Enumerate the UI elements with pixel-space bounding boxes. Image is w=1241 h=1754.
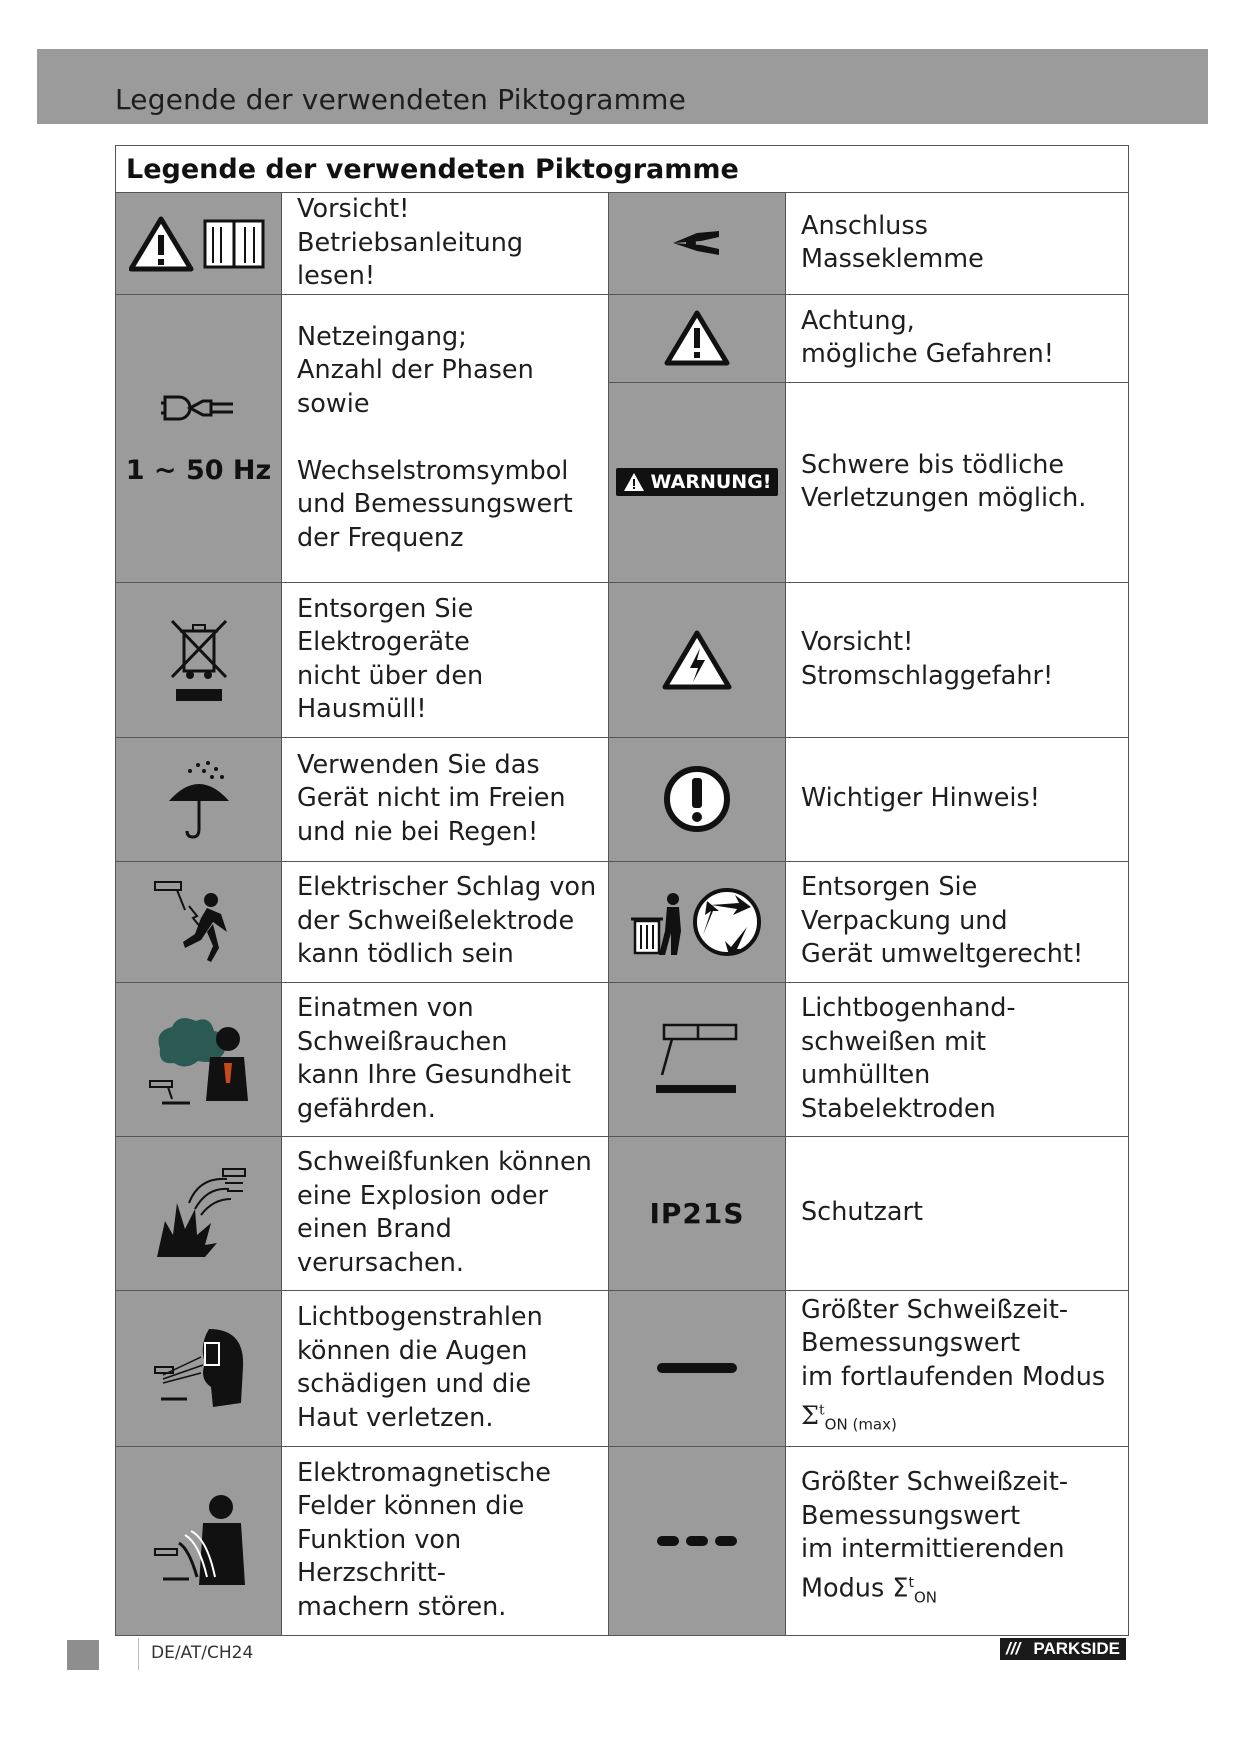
ground-clamp-icon <box>609 193 786 295</box>
legend-text: Netzeingang; Anzahl der Phasen sowie Wechselstromsymbol und Bemessungswert der Frequenz <box>282 294 609 582</box>
umbrella-rain-icon <box>116 737 282 861</box>
legend-text: Lichtbogenhand- schweißen mit umhüllten Stabelektroden <box>786 982 1129 1136</box>
header-band <box>37 49 1208 124</box>
legend-text: Einatmen von Schweißrauchen kann Ihre Gesundheit gefährden. <box>282 982 609 1136</box>
warning-manual-icon <box>116 193 282 295</box>
warning-badge: WARNUNG! <box>609 382 786 582</box>
mains-input-icon <box>116 294 282 582</box>
page-title: Legende der verwendeten Piktogramme <box>115 83 687 116</box>
arc-radiation-icon <box>116 1290 282 1446</box>
pictogram-legend-table <box>115 145 1129 1636</box>
table-row <box>116 582 1129 737</box>
legend-text: Schutzart <box>786 1136 1129 1290</box>
legend-text: Lichtbogenstrahlen können die Augen schädigen und die Haut verletzen. <box>282 1290 609 1446</box>
protection-class-label: IP21S <box>609 1136 786 1290</box>
electrode-shock-icon <box>116 861 282 982</box>
table-title: Legende der verwendeten Piktogramme <box>116 146 1129 193</box>
legend-text: Elektromagnetische Felder können die Funktion von Herzschritt- machern stören. <box>282 1446 609 1635</box>
frequency-label: 1 ~ 50 Hz <box>125 454 272 486</box>
legend-text: Schweißfunken können eine Explosion oder einen Brand verursachen. <box>282 1136 609 1290</box>
legend-text: Wichtiger Hinweis! <box>786 737 1129 861</box>
legend-text: Vorsicht! Stromschlaggefahr! <box>786 582 1129 737</box>
legend-text: Verwenden Sie das Gerät nicht im Freien und nie bei Regen! <box>282 737 609 861</box>
brand-logo: /// PARKSIDE <box>1000 1638 1126 1660</box>
electric-shock-triangle-icon <box>609 582 786 737</box>
welding-fumes-icon <box>116 982 282 1136</box>
warning-triangle-icon <box>609 294 786 382</box>
page-code: DE/AT/CH24 <box>151 1643 254 1663</box>
table-row <box>116 1446 1129 1635</box>
footer-divider <box>138 1638 139 1670</box>
table-row <box>116 1136 1129 1290</box>
intermittent-mode-icon <box>609 1446 786 1635</box>
table-row <box>116 193 1129 295</box>
legend-text: Elektrischer Schlag von der Schweißelektrode kann tödlich sein <box>282 861 609 982</box>
sparks-explosion-icon <box>116 1136 282 1290</box>
legend-text: Entsorgen Sie Elektrogeräte nicht über den Hausmüll! <box>282 582 609 737</box>
table-row <box>116 1290 1129 1446</box>
electromagnetic-field-icon <box>116 1446 282 1635</box>
recycle-disposal-icon <box>609 861 786 982</box>
legend-text: Vorsicht! Betriebsanleitung lesen! <box>282 193 609 295</box>
legend-text: Größter Schweißzeit- Bemessungswert im fortlaufenden Modus $\Sigma^t_{ON (max)}$ <box>786 1290 1129 1446</box>
crossed-bin-icon <box>116 582 282 737</box>
legend-text: Größter Schweißzeit- Bemessungswert im intermittierenden Modus $\Sigma^t_{ON}$ <box>786 1446 1129 1635</box>
table-row <box>116 294 1129 382</box>
important-note-icon <box>609 737 786 861</box>
arc-welding-electrode-icon <box>609 982 786 1136</box>
legend-text: Entsorgen Sie Verpackung und Gerät umweltgerecht! <box>786 861 1129 982</box>
continuous-mode-icon <box>609 1290 786 1446</box>
legend-text: Anschluss Masseklemme <box>786 193 1129 295</box>
page-marker <box>67 1640 99 1670</box>
legend-text: Schwere bis tödliche Verletzungen möglich. <box>786 382 1129 582</box>
table-row <box>116 737 1129 861</box>
legend-text: Achtung, mögliche Gefahren! <box>786 294 1129 382</box>
table-row <box>116 861 1129 982</box>
table-row <box>116 982 1129 1136</box>
